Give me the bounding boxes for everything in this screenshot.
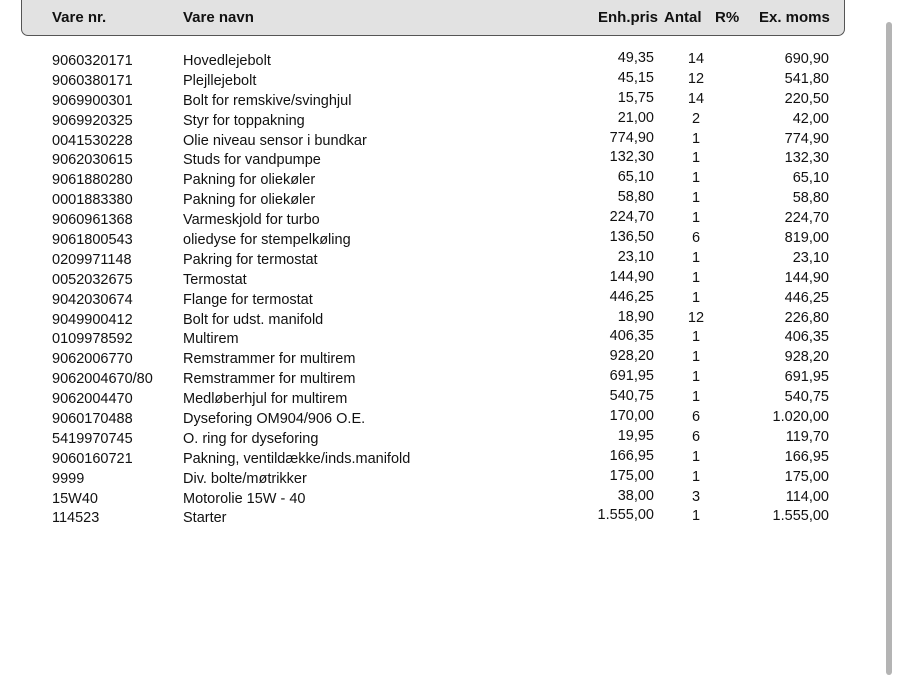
item-number: 0209971148	[52, 251, 132, 268]
quantity: 1	[691, 150, 701, 167]
item-number: 9049900412	[52, 311, 133, 328]
quantity: 1	[691, 170, 701, 187]
quantity: 6	[691, 230, 701, 247]
quantity: 6	[691, 409, 701, 426]
unit-price: 15,75	[617, 89, 654, 106]
quantity: 12	[687, 70, 705, 87]
table-row	[0, 90, 880, 110]
unit-price: 65,10	[617, 169, 654, 186]
item-number: 9061880280	[52, 172, 133, 189]
item-name: Dyseforing OM904/906 O.E.	[183, 411, 366, 428]
table-row	[0, 130, 880, 150]
table-row	[0, 488, 880, 508]
header-ex-moms: Ex. moms	[759, 9, 830, 26]
item-name: Starter	[183, 510, 227, 527]
table-row	[0, 428, 880, 448]
item-number: 9060961368	[52, 212, 133, 229]
table-row	[0, 468, 880, 488]
amount-ex-vat: 220,50	[784, 90, 829, 107]
table-row	[0, 448, 880, 468]
item-number: 0041530228	[52, 132, 133, 149]
quantity: 1	[691, 508, 701, 525]
quantity: 14	[687, 51, 705, 67]
amount-ex-vat: 224,70	[784, 210, 829, 227]
table-row	[0, 408, 880, 428]
item-name: Multirem	[183, 331, 239, 348]
unit-price: 446,25	[609, 288, 654, 305]
item-name: Pakring for termostat	[183, 251, 318, 268]
amount-ex-vat: 1.555,00	[772, 508, 829, 525]
amount-ex-vat: 23,10	[792, 249, 829, 266]
quantity: 14	[687, 90, 705, 107]
unit-price: 224,70	[609, 209, 654, 226]
quantity: 1	[691, 448, 701, 465]
quantity: 1	[691, 249, 701, 266]
item-number: 9060380171	[52, 72, 133, 89]
vertical-scrollbar[interactable]	[886, 22, 892, 675]
item-number: 0052032675	[52, 271, 133, 288]
item-name: Pakning for oliekøler	[183, 172, 316, 189]
quantity: 2	[691, 110, 701, 127]
amount-ex-vat: 114,00	[785, 488, 829, 505]
unit-price: 540,75	[609, 388, 654, 405]
item-name: Remstrammer for multirem	[183, 371, 356, 388]
amount-ex-vat: 42,00	[792, 110, 829, 127]
item-number: 9062004470	[52, 391, 133, 408]
table-row	[0, 249, 880, 269]
item-number: 9062004670/80	[52, 371, 153, 388]
quantity: 3	[691, 488, 701, 505]
quantity: 1	[691, 130, 701, 147]
item-number: 9060320171	[52, 53, 133, 69]
item-name: Styr for toppakning	[183, 112, 305, 129]
quantity: 1	[691, 190, 701, 207]
amount-ex-vat: 58,80	[792, 190, 829, 207]
table-row	[0, 169, 880, 189]
item-name: Div. bolte/møtrikker	[183, 470, 307, 487]
quantity: 1	[691, 269, 701, 286]
amount-ex-vat: 690,90	[784, 51, 829, 67]
item-number: 9069920325	[52, 112, 133, 129]
quantity: 1	[691, 210, 701, 227]
unit-price: 144,90	[609, 268, 654, 285]
table-row	[0, 328, 880, 348]
unit-price: 175,00	[609, 467, 654, 484]
amount-ex-vat: 541,80	[784, 70, 829, 87]
unit-price: 1.555,00	[597, 507, 654, 524]
item-name: Plejllejebolt	[183, 72, 257, 89]
header-vare-navn: Vare navn	[183, 9, 254, 26]
item-name: Remstrammer for multirem	[183, 351, 356, 368]
item-name: oliedyse for stempelkøling	[183, 232, 351, 249]
amount-ex-vat: 446,25	[784, 289, 829, 306]
item-name: Motorolie 15W - 40	[183, 490, 306, 507]
amount-ex-vat: 144,90	[784, 269, 829, 286]
unit-price: 136,50	[609, 229, 654, 246]
table-row	[0, 269, 880, 289]
header-rabat: R%	[715, 9, 740, 26]
quantity: 12	[687, 309, 705, 326]
amount-ex-vat: 928,20	[784, 349, 829, 366]
item-name: Termostat	[183, 271, 247, 288]
item-name: Flange for termostat	[183, 291, 313, 308]
amount-ex-vat: 132,30	[784, 150, 829, 167]
unit-price: 170,00	[609, 408, 654, 425]
amount-ex-vat: 819,00	[784, 230, 829, 247]
table-header	[21, 0, 845, 36]
table-row	[0, 110, 880, 130]
unit-price: 38,00	[617, 487, 654, 504]
table-row	[0, 348, 880, 368]
unit-price: 49,35	[617, 50, 654, 66]
item-number: 9999	[52, 470, 85, 487]
amount-ex-vat: 1.020,00	[772, 409, 829, 426]
quantity: 1	[691, 329, 701, 346]
item-name: Pakning for oliekøler	[183, 192, 316, 209]
header-antal: Antal	[664, 9, 702, 26]
amount-ex-vat: 65,10	[792, 170, 829, 187]
quantity: 1	[691, 369, 701, 386]
item-number: 9042030674	[52, 291, 133, 308]
item-number: 15W40	[52, 490, 98, 507]
table-row	[0, 189, 880, 209]
table-row	[0, 289, 880, 309]
amount-ex-vat: 540,75	[784, 389, 829, 406]
table-row	[0, 507, 880, 527]
amount-ex-vat: 166,95	[784, 448, 829, 465]
quantity: 1	[691, 468, 701, 485]
amount-ex-vat: 175,00	[784, 468, 829, 485]
item-name: Bolt for udst. manifold	[183, 311, 324, 328]
table-row	[0, 388, 880, 408]
unit-price: 19,95	[617, 427, 654, 444]
item-name: Pakning, ventildække/inds.manifold	[183, 450, 411, 467]
quantity: 1	[691, 349, 701, 366]
unit-price: 166,95	[609, 447, 654, 464]
unit-price: 406,35	[609, 328, 654, 345]
quantity: 1	[691, 389, 701, 406]
item-list	[0, 50, 880, 527]
amount-ex-vat: 406,35	[784, 329, 829, 346]
unit-price: 23,10	[617, 248, 654, 265]
table-row	[0, 209, 880, 229]
table-row	[0, 50, 880, 70]
table-row	[0, 229, 880, 249]
item-name: Medløberhjul for multirem	[183, 391, 348, 408]
amount-ex-vat: 226,80	[784, 309, 829, 326]
item-number: 9060170488	[52, 411, 133, 428]
item-name: Studs for vandpumpe	[183, 152, 321, 169]
unit-price: 691,95	[609, 368, 654, 385]
item-number: 9061800543	[52, 232, 133, 249]
unit-price: 45,15	[617, 69, 654, 86]
unit-price: 774,90	[609, 129, 654, 146]
table-row	[0, 149, 880, 169]
unit-price: 58,80	[617, 189, 654, 206]
item-number: 9062006770	[52, 351, 133, 368]
table-row	[0, 70, 880, 90]
item-number: 9060160721	[52, 450, 133, 467]
header-vare-nr: Vare nr.	[52, 9, 107, 26]
table-row	[0, 309, 880, 329]
item-name: Bolt for remskive/svinghjul	[183, 92, 352, 109]
unit-price: 928,20	[609, 348, 654, 365]
item-number: 0109978592	[52, 331, 133, 348]
item-name: Varmeskjold for turbo	[183, 212, 320, 229]
unit-price: 21,00	[617, 109, 654, 126]
quantity: 6	[691, 428, 701, 445]
unit-price: 132,30	[609, 149, 654, 166]
header-enh-pris: Enh.pris	[597, 9, 658, 26]
amount-ex-vat: 774,90	[784, 130, 829, 147]
item-name: Olie niveau sensor i bundkar	[183, 132, 367, 149]
item-number: 5419970745	[52, 430, 133, 447]
item-name: Hovedlejebolt	[183, 53, 271, 69]
unit-price: 18,90	[617, 308, 654, 325]
item-number: 9062030615	[52, 152, 133, 169]
table-row	[0, 368, 880, 388]
amount-ex-vat: 691,95	[784, 369, 829, 386]
item-name: O. ring for dyseforing	[183, 430, 319, 447]
item-number: 0001883380	[52, 192, 133, 209]
item-number: 9069900301	[52, 92, 133, 109]
item-number: 114523	[52, 510, 100, 527]
amount-ex-vat: 119,70	[785, 428, 829, 445]
quantity: 1	[691, 289, 701, 306]
